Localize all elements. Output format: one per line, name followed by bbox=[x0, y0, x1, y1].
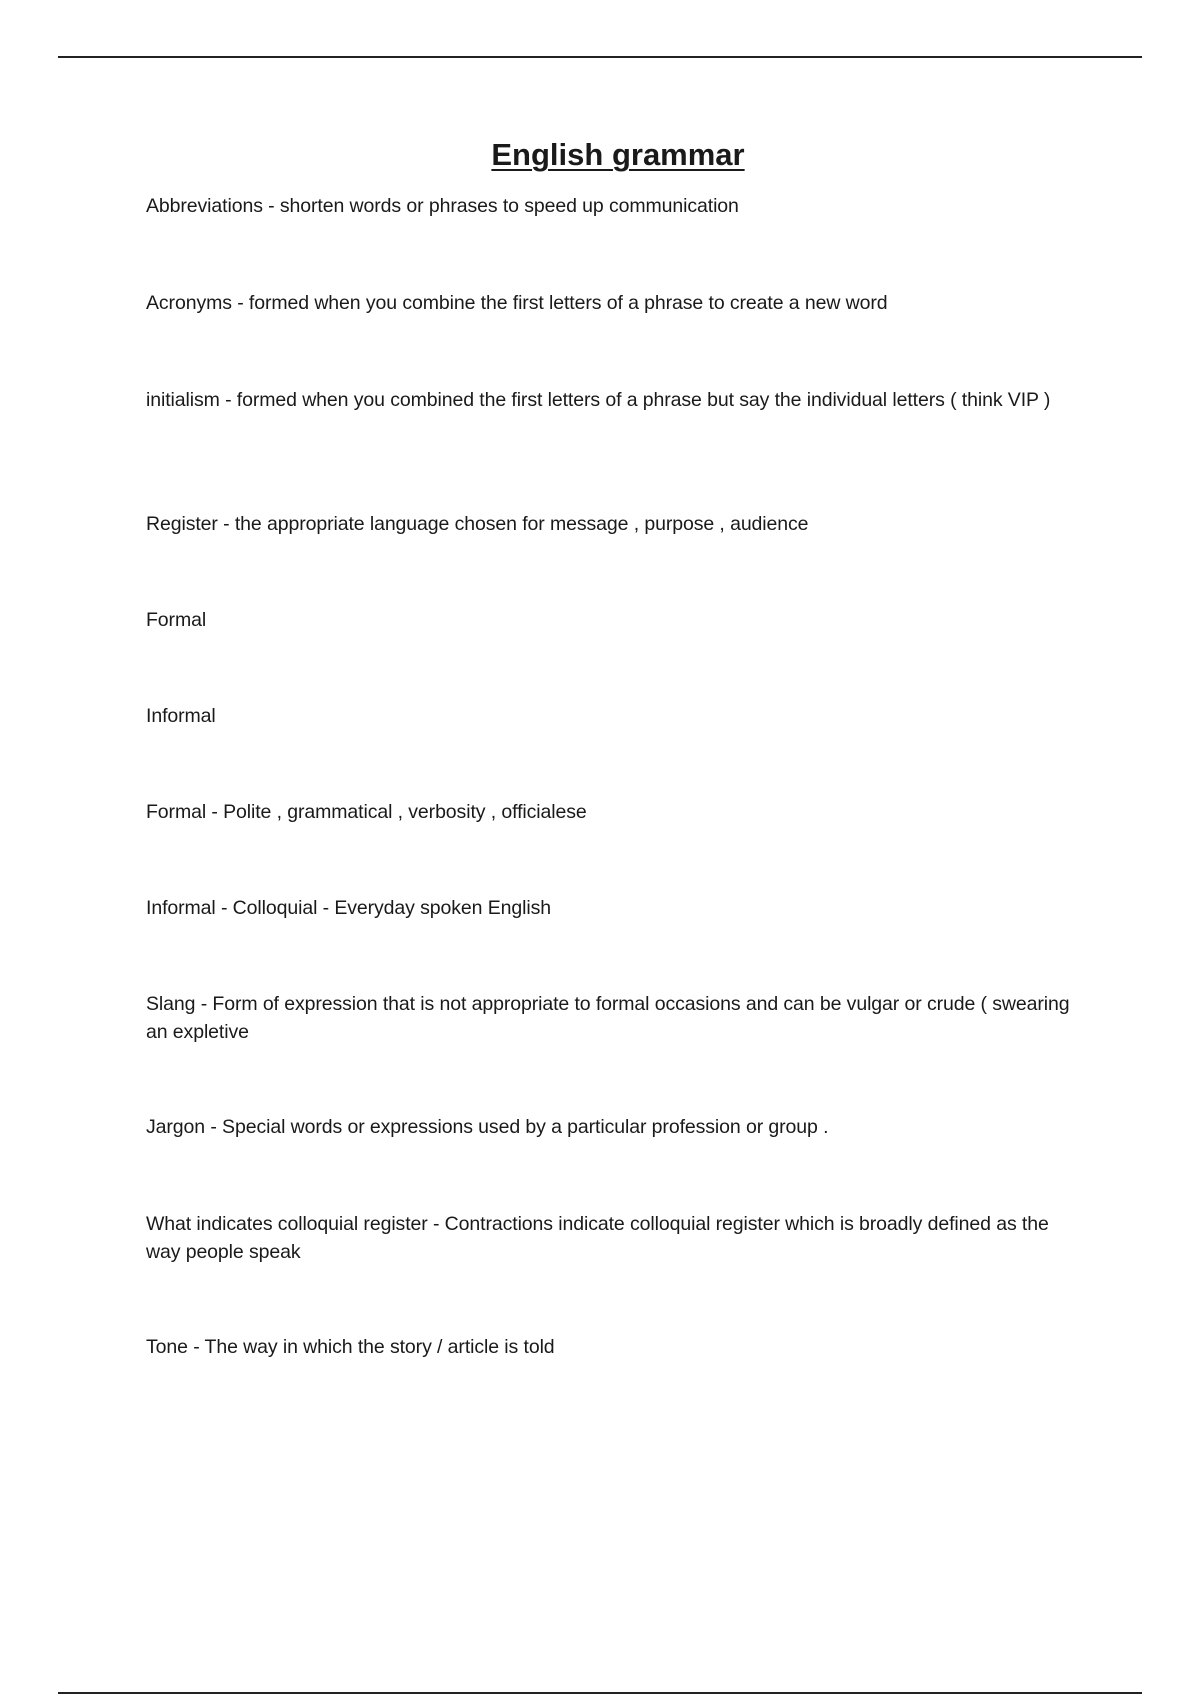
entry-initialism: initialism - formed when you combined the first letters of a phrase but say the individual letters ( think VIP ) bbox=[146, 389, 1051, 411]
page-title: English grammar bbox=[491, 137, 745, 172]
entry-acronyms: Acronyms - formed when you combine the first letters of a phrase to create a new word bbox=[146, 292, 888, 314]
entry-tone: Tone - The way in which the story / article is told bbox=[146, 1336, 555, 1358]
entry-informal-definition: Informal - Colloquial - Everyday spoken English bbox=[146, 897, 551, 919]
entry-formal: Formal bbox=[146, 609, 207, 631]
entry-slang: Slang - Form of expression that is not appropriate to formal occasions and can be vulgar or crude ( swearing an expletive bbox=[146, 993, 1070, 1043]
top-divider bbox=[58, 56, 1142, 58]
entry-formal-definition: Formal - Polite , grammatical , verbosity , officialese bbox=[146, 801, 587, 823]
bottom-divider bbox=[58, 1692, 1142, 1694]
entry-abbreviations: Abbreviations - shorten words or phrases to speed up communication bbox=[146, 195, 739, 217]
entry-jargon: Jargon - Special words or expressions used by a particular profession or group . bbox=[146, 1116, 829, 1138]
entry-register: Register - the appropriate language chosen for message , purpose , audience bbox=[146, 513, 809, 535]
entry-informal: Informal bbox=[146, 705, 216, 727]
entry-colloquial-register: What indicates colloquial register - Contractions indicate colloquial register which is broadly defined as the way people speak bbox=[146, 1213, 1049, 1263]
